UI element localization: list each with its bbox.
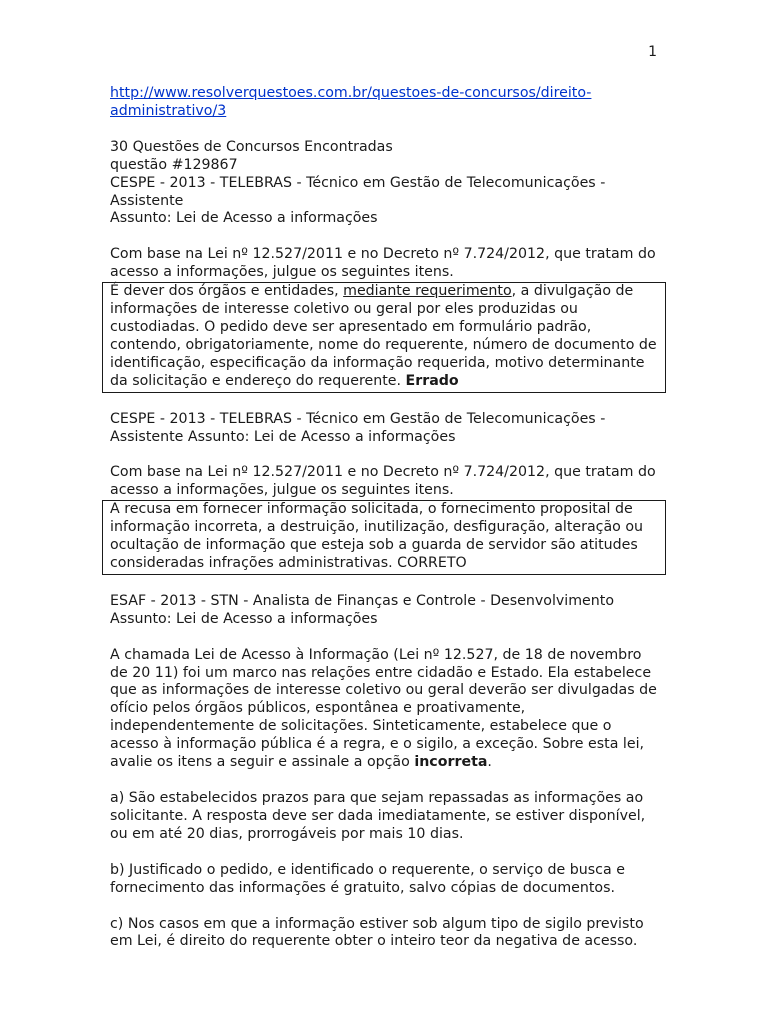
document-body: [110, 85, 662, 951]
header-block: [110, 139, 662, 229]
source-link[interactable]: http://www.resolverquestoes.com.br/questoes-de-concursos/direito-administrativo/3: [110, 85, 592, 119]
source-paragraph: [110, 85, 662, 121]
header-block: [110, 593, 662, 629]
header-line: ESAF - 2013 - STN - Analista de Finanças e Controle - Desenvolvimento: [110, 592, 615, 609]
header-block: [110, 411, 662, 447]
option-c: c) Nos casos em que a informação estiver sob algum tipo de sigilo previsto em Lei, é direito do requerente obter o inteiro teor da negativa de acesso.: [110, 915, 644, 950]
header-line: CESPE - 2013 - TELEBRAS - Técnico em Gestão de Telecomunicações - Assistente Assunto: Lei de Acesso a informações: [110, 410, 606, 445]
header-line: CESPE - 2013 - TELEBRAS - Técnico em Gestão de Telecomunicações - Assistente: [110, 174, 606, 209]
option-b: b) Justificado o pedido, e identificado o requerente, o serviço de busca e fornecimento das informações é gratuito, salvo cópias de documentos.: [110, 861, 625, 896]
header-line: 30 Questões de Concursos Encontradas: [110, 138, 393, 155]
question-intro: Com base na Lei nº 12.527/2011 e no Decreto nº 7.724/2012, que tratam do acesso a informações, julgue os seguintes itens.: [110, 246, 656, 281]
header-line: Assunto: Lei de Acesso a informações: [110, 210, 378, 227]
emphasis: incorreta: [414, 754, 488, 771]
statement-text: .: [487, 754, 492, 771]
answer-box: [102, 282, 666, 392]
statement-text: A chamada Lei de Acesso à Informação (Lei nº 12.527, de 18 de novembro de 20 11) foi um marco nas relações entre cidadão e Estado. Ela estabelece que as informações de interesse coletivo ou geral deverão ser divulgadas de ofício pelos órgãos públicos, espontânea e proativamente, independentemente de solicitações. Sinteticamente, estabelece que o acesso à informação pública é a regra, e o sigilo, a exceção. Sobre esta lei, avalie os itens a seguir e assinale a opção: [110, 646, 657, 771]
page-number: 1: [648, 44, 657, 60]
answer-text: A recusa em fornecer informação solicitada, o fornecimento proposital de informação incorreta, a destruição, inutilização, desfiguração, alteração ou ocultação de informação que esteja sob a guarda de servidor são atitudes consideradas infrações administrativas.: [110, 501, 644, 571]
answer-text: É dever dos órgãos e entidades,: [110, 283, 344, 300]
question-statement: [110, 647, 662, 772]
underlined-phrase: mediante requerimento: [343, 283, 512, 300]
verdict: Errado: [405, 372, 459, 389]
verdict: CORRETO: [397, 554, 467, 571]
option-a: a) São estabelecidos prazos para que sejam repassadas as informações ao solicitante. A resposta deve ser dada imediatamente, se estiver disponível, ou em até 20 dias, prorrogáveis por mais 10 dias.: [110, 790, 646, 842]
header-line: Assunto: Lei de Acesso a informações: [110, 610, 378, 627]
header-line: questão #129867: [110, 156, 238, 173]
answer-text: , a divulgação de informações de interesse coletivo ou geral por eles produzidas ou custodiadas. O pedido deve ser apresentado em formulário padrão, contendo, obrigatoriamente, nome do requerente, número de documento de identificação, especificação da informação requerida, motivo determinante da solicitação e endereço do requerente.: [110, 283, 657, 389]
question-intro: Com base na Lei nº 12.527/2011 e no Decreto nº 7.724/2012, que tratam do acesso a informações, julgue os seguintes itens.: [110, 464, 656, 499]
answer-box: [102, 500, 666, 575]
